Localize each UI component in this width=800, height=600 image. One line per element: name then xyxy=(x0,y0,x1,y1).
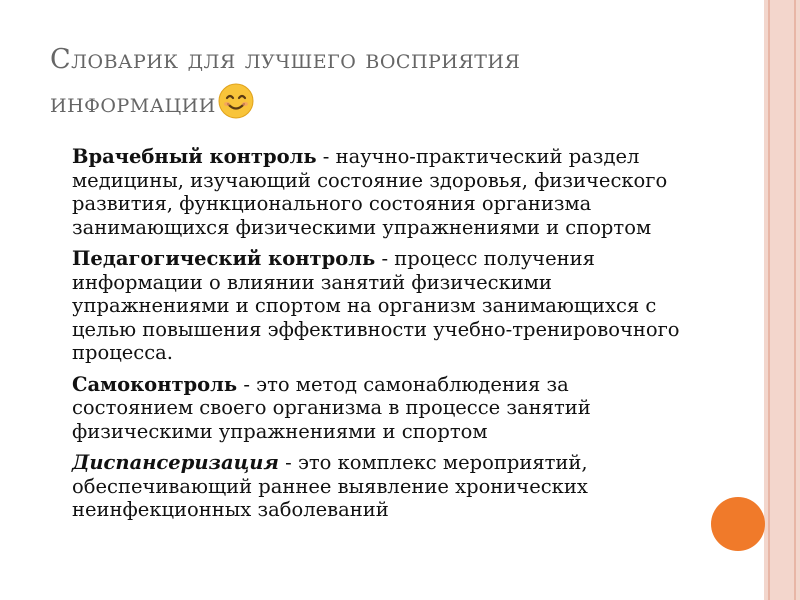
term-definition: - научно-практический раздел медицины, изучающий состояние здоровья, физического развития, функционального состояния организма занимающихся физическими упражнениями и спортом xyxy=(72,145,668,239)
list-item xyxy=(46,145,686,239)
frame-line xyxy=(768,0,770,600)
slide-title xyxy=(50,38,730,126)
frame-line xyxy=(794,0,796,600)
list-item xyxy=(46,247,686,365)
title-line-2 xyxy=(50,82,730,126)
term-label: Педагогический контроль xyxy=(72,247,376,270)
title-line-1: Словарик для лучшего восприятия xyxy=(50,44,521,75)
smiley-icon xyxy=(218,83,254,119)
term-label: Врачебный контроль xyxy=(72,145,317,168)
term-definition: - это комплекс мероприятий, обеспечивающий раннее выявление хронических неинфекционных заболеваний xyxy=(72,451,588,521)
list-item xyxy=(46,451,686,522)
accent-circle xyxy=(711,497,765,551)
list-item xyxy=(46,373,686,444)
term-definition: - процесс получения информации о влиянии занятий физическими упражнениями и спортом на организм занимающихся с целью повышения эффективности учебно-тренировочного процесса. xyxy=(72,247,680,364)
term-label: Самоконтроль xyxy=(72,372,238,396)
title-line-2-text: информации xyxy=(50,88,216,119)
term-label: Диспансеризация xyxy=(72,451,279,474)
term-definition: - это метод самонаблюдения за состоянием своего организма в процессе занятий физическими упражнениями и спортом xyxy=(72,372,591,443)
definitions-list xyxy=(46,145,686,530)
